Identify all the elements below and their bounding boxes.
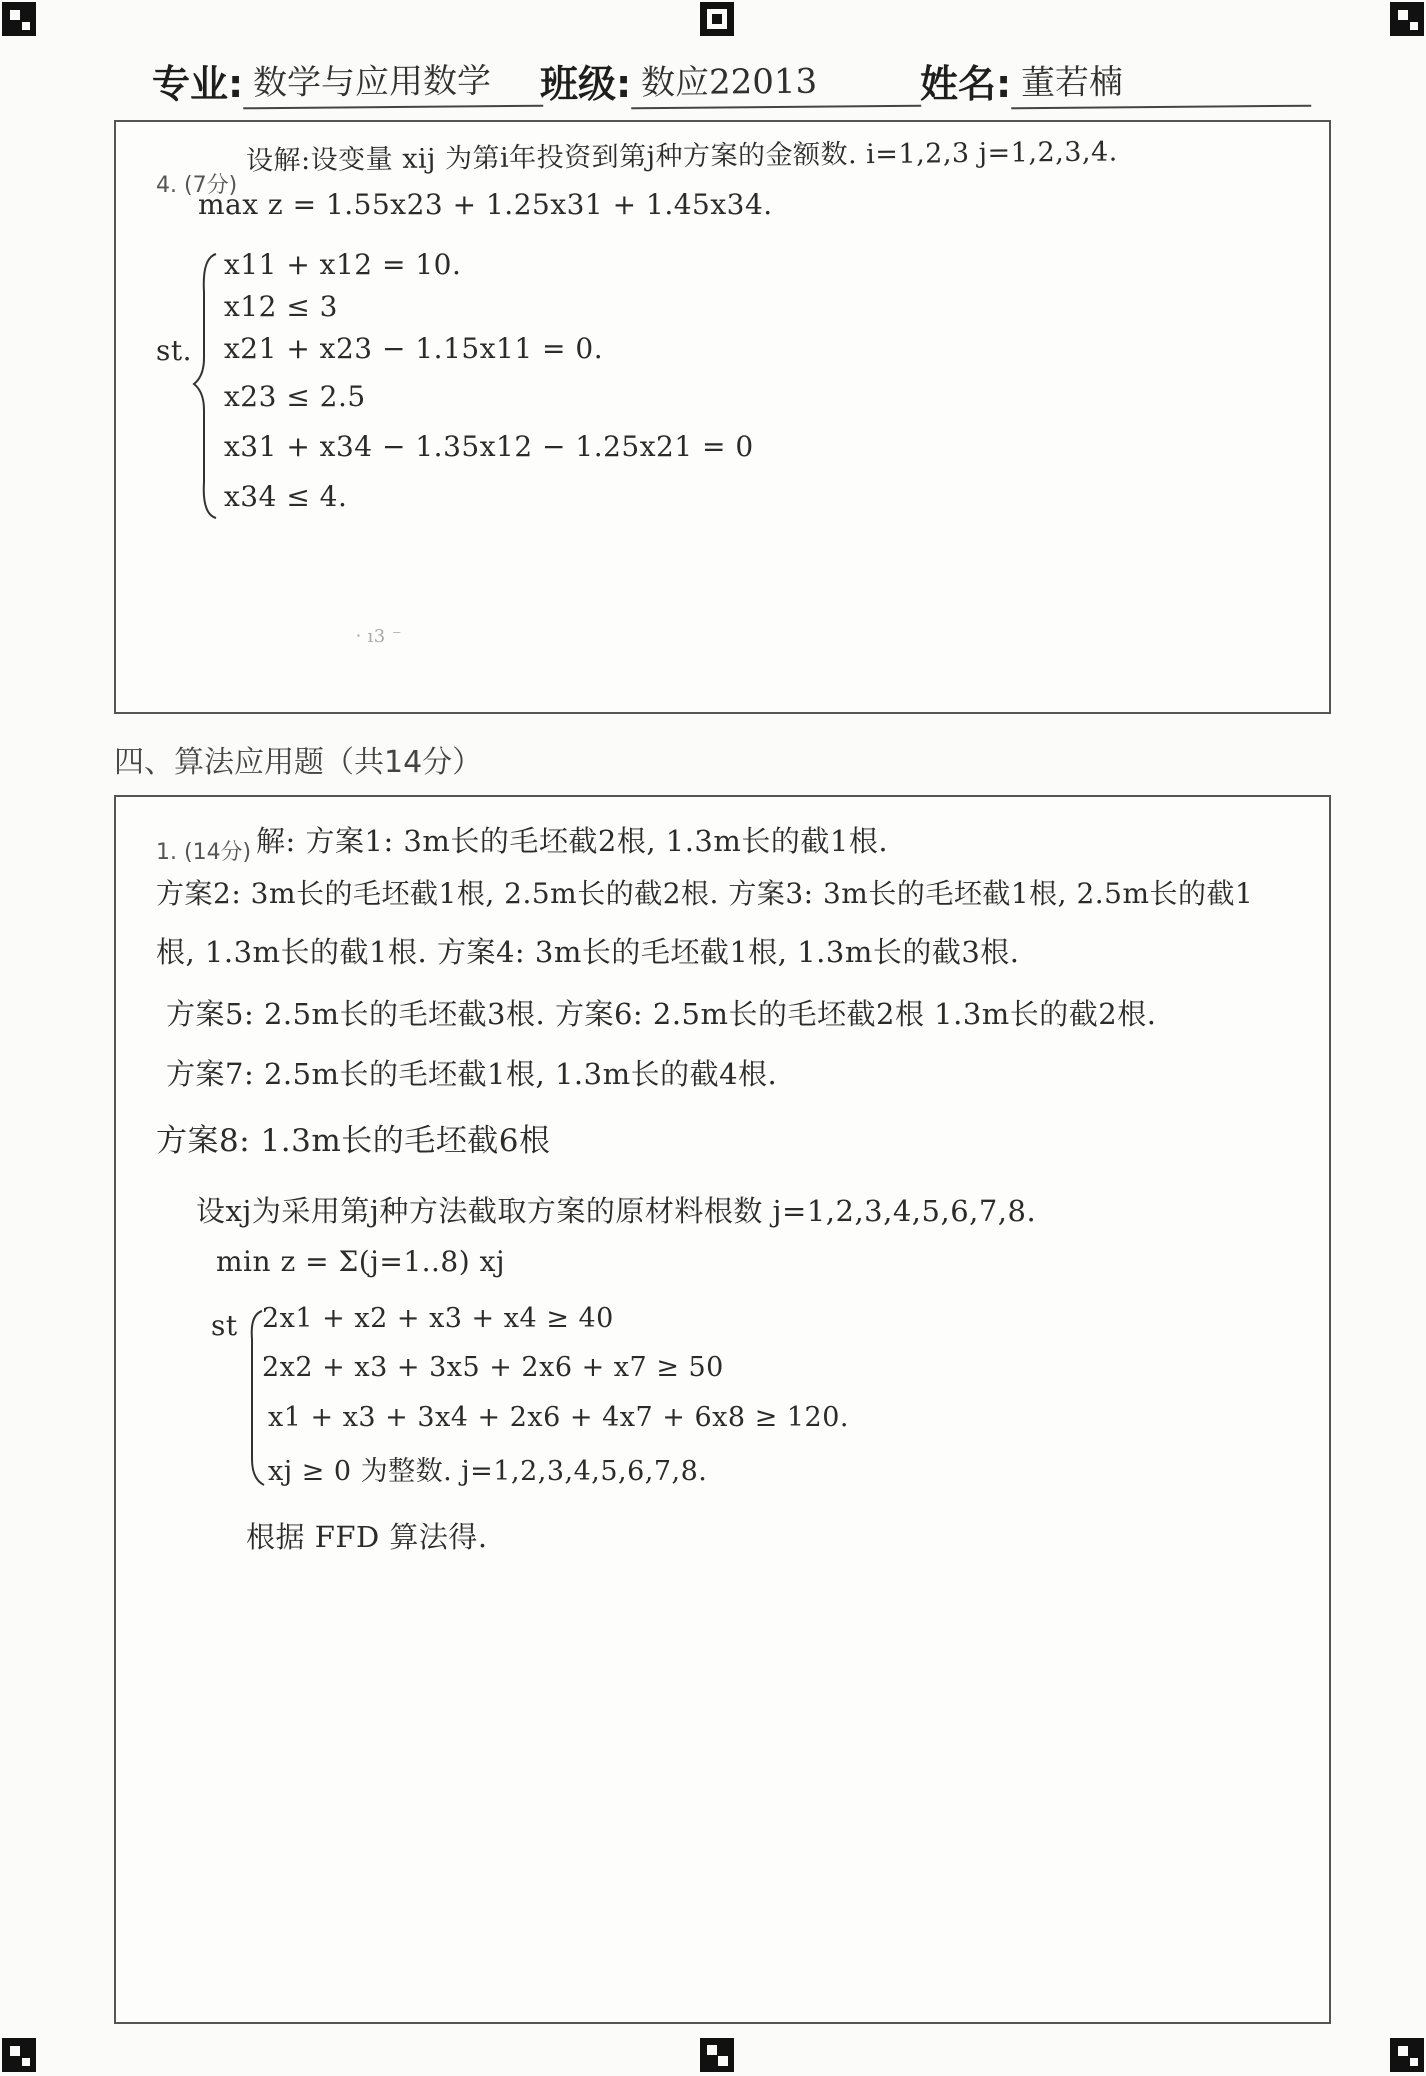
q1-plan-1: 解: 方案1: 3m长的毛坯截2根, 1.3m长的截1根. [256,824,889,858]
major-value: 数学与应用数学 [243,53,543,110]
section-4-title: 四、算法应用题（共14分） [114,745,483,780]
q4-constraint-4: x23 ≤ 2.5 [224,380,366,413]
q1-plan-3-4: 根, 1.3m长的截1根. 方案4: 3m长的毛坯截1根, 1.3m长的截3根. [156,935,1020,969]
corner-marker-top-left [2,2,36,36]
q1-constraint-3: x1 + x3 + 3x4 + 2x6 + 4x7 + 6x8 ≥ 120. [268,1402,849,1433]
q4-constraint-5: x31 + x34 − 1.35x12 − 1.25x21 = 0 [224,430,754,463]
q1-constraint-1: 2x1 + x2 + x3 + x4 ≥ 40 [262,1303,614,1334]
q1-constraint-2: 2x2 + x3 + 3x5 + 2x6 + x7 ≥ 50 [262,1352,724,1383]
q4-stray-mark: ⸱ ı3 ⁻ [356,626,402,647]
q4-constraint-1: x11 + x12 = 10. [224,248,462,281]
question-1-answer-box [114,795,1331,2024]
corner-marker-top-right [1390,2,1424,36]
center-marker-bottom [700,2038,734,2072]
name-label: 姓名: [920,62,1012,106]
q4-st-label: st. [156,334,193,367]
q4-constraint-brace [194,252,224,520]
major-label: 专业: [152,62,244,106]
q1-objective: min z = Σ(j=1..8) xj [216,1245,506,1278]
q4-line-variables: 设解:设变量 xij 为第i年投资到第j种方案的金额数. i=1,2,3 j=1,2,3,4. [245,136,1118,177]
name-field [920,52,1311,108]
q4-constraint-2: x12 ≤ 3 [224,290,338,323]
name-value: 董若楠 [1011,53,1311,110]
corner-marker-bottom-right [1390,2038,1424,2072]
q1-variable-definition: 设xj为采用第j种方法截取方案的原材料根数 j=1,2,3,4,5,6,7,8. [196,1194,1037,1228]
class-label: 班级: [540,62,632,106]
q4-line-objective: max z = 1.55x23 + 1.25x31 + 1.45x34. [198,188,773,221]
class-field [540,52,921,108]
question-1-number: 1. (14分) [156,840,252,865]
q1-st-label: st [211,1309,238,1342]
q1-plan-8: 方案8: 1.3m长的毛坯截6根 [156,1123,551,1159]
question-4-number: 4. (7分) [156,173,238,198]
q1-constraint-4: xj ≥ 0 为整数. j=1,2,3,4,5,6,7,8. [268,1456,708,1487]
question-4-answer-box [114,120,1331,714]
q1-ffd-note: 根据 FFD 算法得. [246,1520,488,1554]
q4-constraint-3: x21 + x23 − 1.15x11 = 0. [224,332,604,365]
q1-constraint-brace [244,1309,268,1487]
q1-plan-2-3: 方案2: 3m长的毛坯截1根, 2.5m长的截2根. 方案3: 3m长的毛坯截1根, 2.5m长的截1 [156,877,1254,910]
q1-plan-5-6: 方案5: 2.5m长的毛坯截3根. 方案6: 2.5m长的毛坯截2根 1.3m长的截2根. [166,997,1157,1031]
class-value: 数应22013 [631,53,921,110]
major-field [152,52,543,108]
corner-marker-bottom-left [2,2038,36,2072]
q1-plan-7: 方案7: 2.5m长的毛坯截1根, 1.3m长的截4根. [166,1057,778,1091]
center-marker-top [700,2,734,36]
q4-constraint-6: x34 ≤ 4. [224,480,348,513]
